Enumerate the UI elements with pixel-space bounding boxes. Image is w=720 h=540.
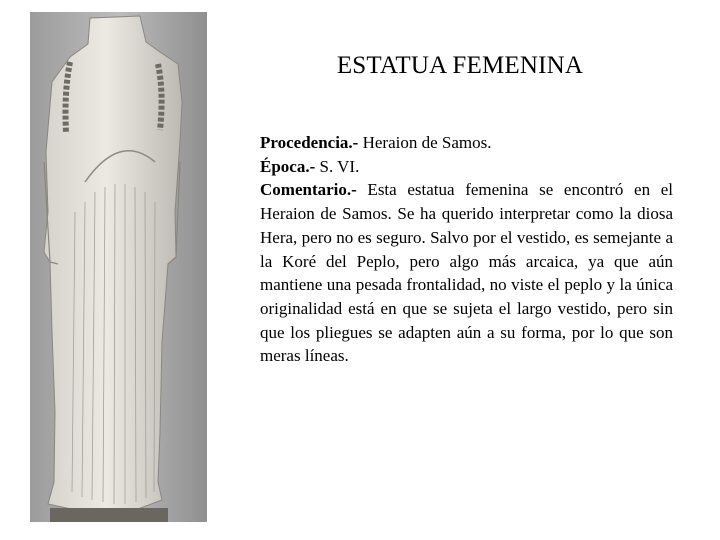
statue-photo: [30, 12, 207, 522]
epoca-value: S. VI.: [315, 156, 360, 176]
description-block: [260, 131, 673, 368]
comentario-label: Comentario.-: [260, 180, 357, 200]
procedencia-label: Procedencia.-: [260, 133, 359, 152]
statue-illustration: [30, 12, 207, 522]
procedencia-value: Heraion de Samos.: [358, 133, 492, 152]
procedencia-line: [260, 131, 673, 155]
epoca-line: [260, 155, 673, 179]
epoca-label: Época.-: [260, 156, 316, 176]
comentario-value: Esta estatua femenina se encontró en el Heraion de Samos. Se ha querido interpretar como la diosa Hera, pero no es seguro. Salvo por el vestido, es semejante a la Koré del Peplo, pero algo más arcaica, ya que aún mantiene una pesada frontalidad, no viste el peplo y la única originalidad está en que se sujeta el largo vestido, pero sin que los pliegues se adapten aún a su forma, por lo que son meras líneas.: [260, 180, 673, 366]
slide-title: ESTATUA FEMENINA: [336, 52, 584, 79]
comentario-paragraph: [260, 178, 673, 368]
